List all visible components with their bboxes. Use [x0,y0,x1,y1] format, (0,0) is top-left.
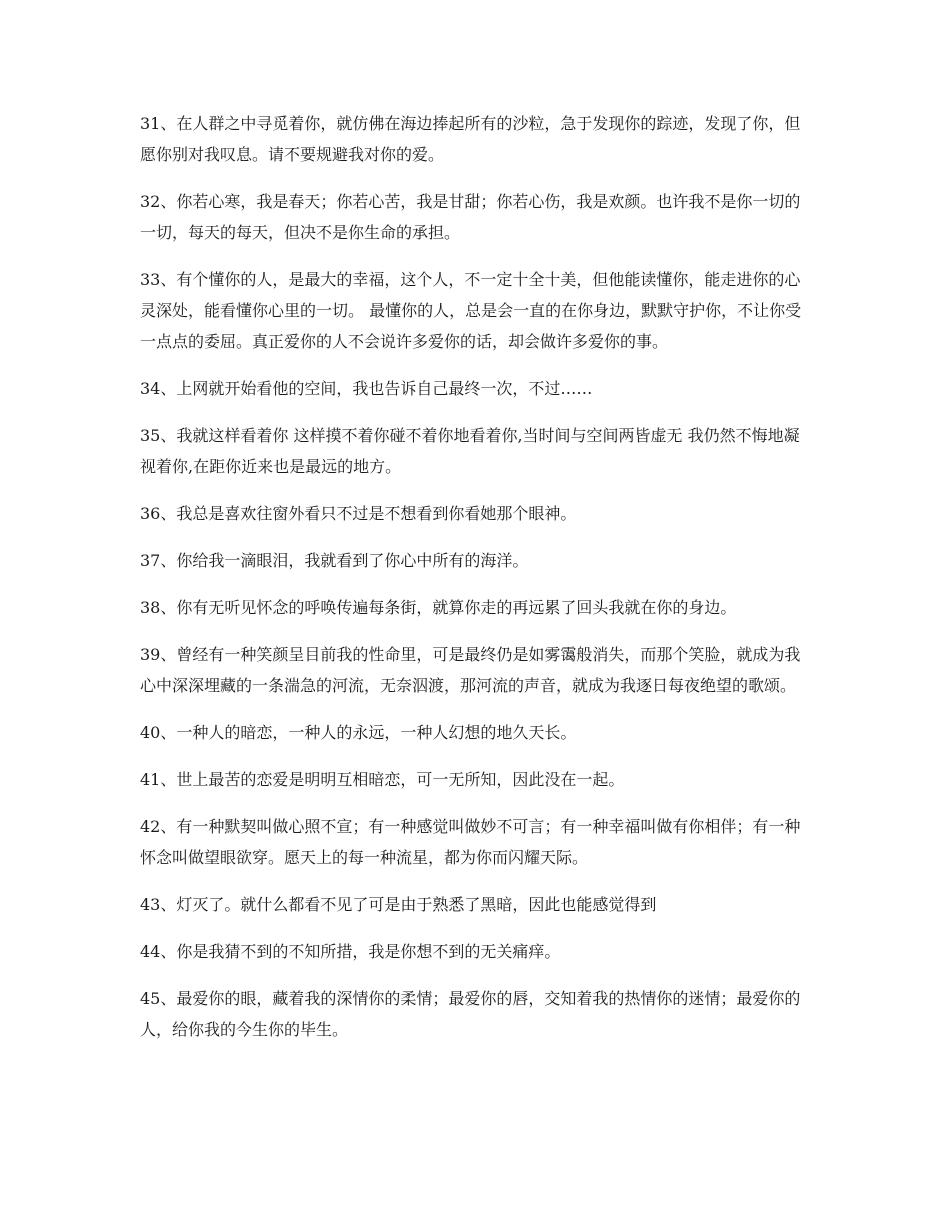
paragraph-45: 45、最爱你的眼，藏着我的深情你的柔情；最爱你的唇，交知着我的热情你的迷情；最爱你的人，给你我的今生你的毕生。 [140,989,801,1039]
paragraph-31: 31、在人群之中寻觅着你，就仿佛在海边捧起所有的沙粒，急于发现你的踪迹，发现了你，但愿你别对我叹息。请不要规避我对你的爱。 [140,114,801,164]
paragraph-35: 35、我就这样看着你 这样摸不着你碰不着你地看着你,当时间与空间两皆虚无 我仍然不悔地凝视着你,在距你近来也是最远的地方。 [140,426,800,476]
paragraph-36: 36、我总是喜欢往窗外看只不过是不想看到你看她那个眼神。 [140,504,577,523]
paragraph-39: 39、曾经有一种笑颜呈目前我的性命里，可是最终仍是如雾霭般消失，而那个笑脸，就成为我心中深深埋藏的一条湍急的河流，无奈泅渡，那河流的声音，就成为我逐日每夜绝望的歌颂。 [140,645,801,695]
paragraph-40: 40、一种人的暗恋，一种人的永远，一种人幻想的地久天长。 [140,723,577,742]
paragraph-32: 32、你若心寒，我是春天；你若心苦，我是甘甜；你若心伤，我是欢颜。也许我不是你一切的一切，每天的每天，但决不是你生命的承担。 [140,192,801,242]
paragraph-42: 42、有一种默契叫做心照不宣；有一种感觉叫做妙不可言；有一种幸福叫做有你相伴；有一种怀念叫做望眼欲穿。愿天上的每一种流星，都为你而闪耀天际。 [140,817,801,867]
paragraph-43: 43、灯灭了。就什么都看不见了可是由于熟悉了黑暗，因此也能感觉得到 [140,895,657,914]
paragraph-44: 44、你是我猜不到的不知所措，我是你想不到的无关痛痒。 [140,942,561,961]
document-body [140,108,812,1061]
paragraph-34: 34、上网就开始看他的空间，我也告诉自己最终一次，不过…… [140,379,593,398]
paragraph-38: 38、你有无听见怀念的呼唤传遍每条街，就算你走的再远累了回头我就在你的身边。 [140,598,737,617]
paragraph-41: 41、世上最苦的恋爱是明明互相暗恋，可一无所知，因此没在一起。 [140,770,625,789]
paragraph-33: 33、有个懂你的人，是最大的幸福，这个人，不一定十全十美，但他能读懂你，能走进你的心灵深处，能看懂你心里的一切。 最懂你的人，总是会一直的在你身边，默默守护你，不让你受一点点的委屈。真正爱你的人不会说许多爱你的话，却会做许多爱你的事。 [140,270,802,351]
paragraph-37: 37、你给我一滴眼泪，我就看到了你心中所有的海洋。 [140,551,529,570]
